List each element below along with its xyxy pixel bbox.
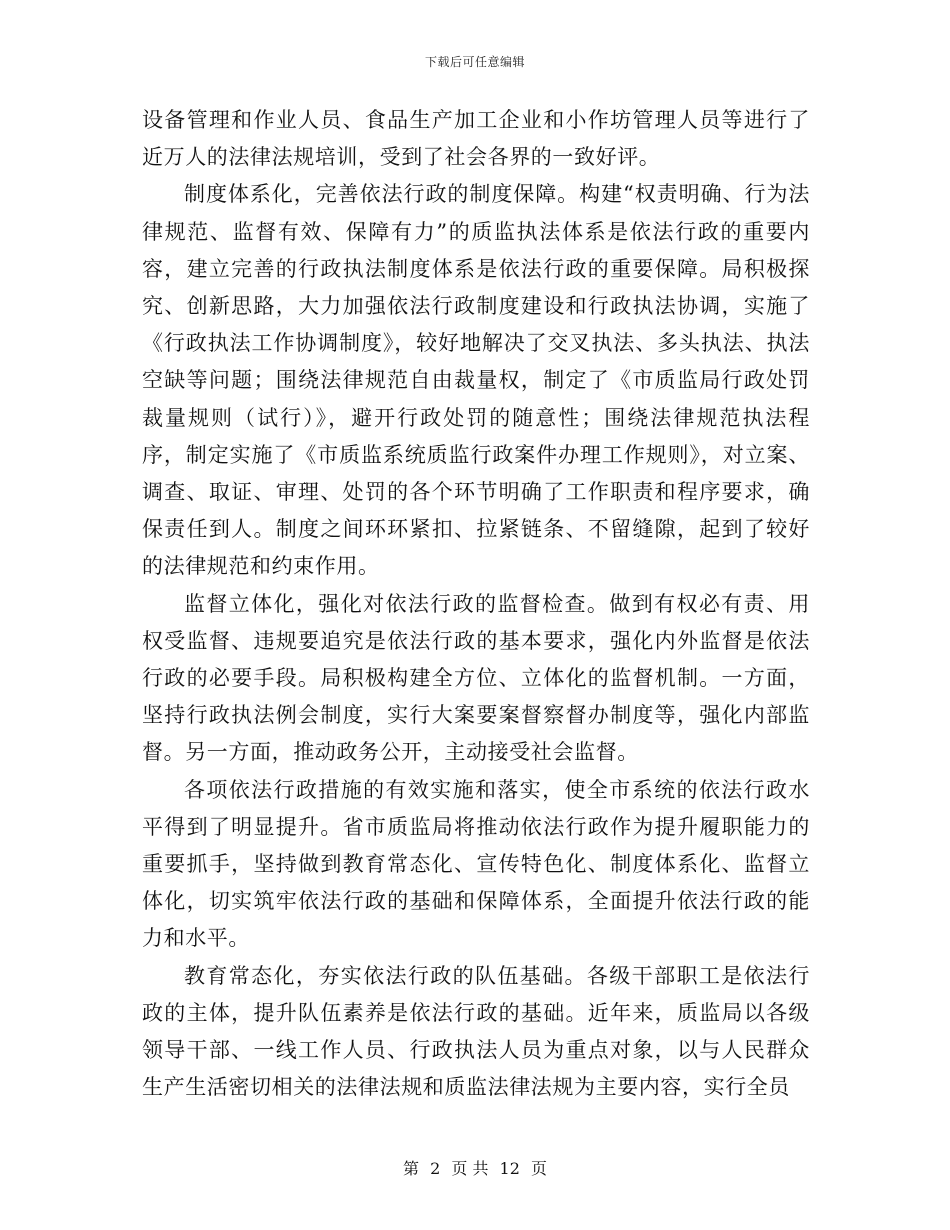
footer-prefix: 第 xyxy=(402,1159,419,1178)
footer-total-pages: 12 xyxy=(499,1159,520,1178)
page-footer xyxy=(0,1156,950,1179)
footer-page-number: 2 xyxy=(430,1159,441,1178)
paragraph-continuation: 设备管理和作业人员、食品生产加工企业和小作坊管理人员等进行了近万人的法律法规培训，受到了社会各界的一致好评。 xyxy=(142,108,810,170)
paragraph-supervision: 监督立体化，强化对依法行政的监督检查。做到有权必有责、用权受监督、违规要追究是依法行政的基本要求，强化内外监督是依法行政的必要手段。局积极构建全方位、立体化的监督机制。一方面，坚持行政执法例会制度，实行大案要案督察督办制度等，强化内部监督。另一方面，推动政务公开，主动接受社会监督。 xyxy=(142,591,810,765)
document-body xyxy=(142,102,810,1106)
footer-suffix: 页 xyxy=(531,1159,548,1178)
paragraph-summary: 各项依法行政措施的有效实施和落实，使全市系统的依法行政水平得到了明显提升。省市质监局将推动依法行政作为提升履职能力的重要抓手，坚持做到教育常态化、宣传特色化、制度体系化、监督立体化，切实筑牢依法行政的基础和保障体系，全面提升依法行政的能力和水平。 xyxy=(142,777,810,951)
paragraph-institution-system: 制度体系化，完善依法行政的制度保障。构建“权责明确、行为法律规范、监督有效、保障有力”的质监执法体系是依法行政的重要内容，建立完善的行政执法制度体系是依法行政的重要保障。局积极探究、创新思路，大力加强依法行政制度建设和行政执法协调，实施了《行政执法工作协调制度》，较好地解决了交叉执法、多头执法、执法空缺等问题；围绕法律规范自由裁量权，制定了《市质监局行政处罚裁量规则（试行）》，避开行政处罚的随意性；围绕法律规范执法程序，制定实施了《市质监系统质监行政案件办理工作规则》，对立案、调查、取证、审理、处罚的各个环节明确了工作职责和程序要求，确保责任到人。制度之间环环紧扣、拉紧链条、不留缝隙，起到了较好的法律规范和约束作用。 xyxy=(142,182,810,579)
footer-middle: 页 共 xyxy=(451,1159,489,1178)
paragraph-education: 教育常态化，夯实依法行政的队伍基础。各级干部职工是依法行政的主体，提升队伍素养是依法行政的基础。近年来，质监局以各级领导干部、一线工作人员、行政执法人员为重点对象，以与人民群众生产生活密切相关的法律法规和质监法律法规为主要内容，实行全员 xyxy=(142,963,810,1100)
page-header: 下载后可任意编辑 xyxy=(424,55,525,69)
